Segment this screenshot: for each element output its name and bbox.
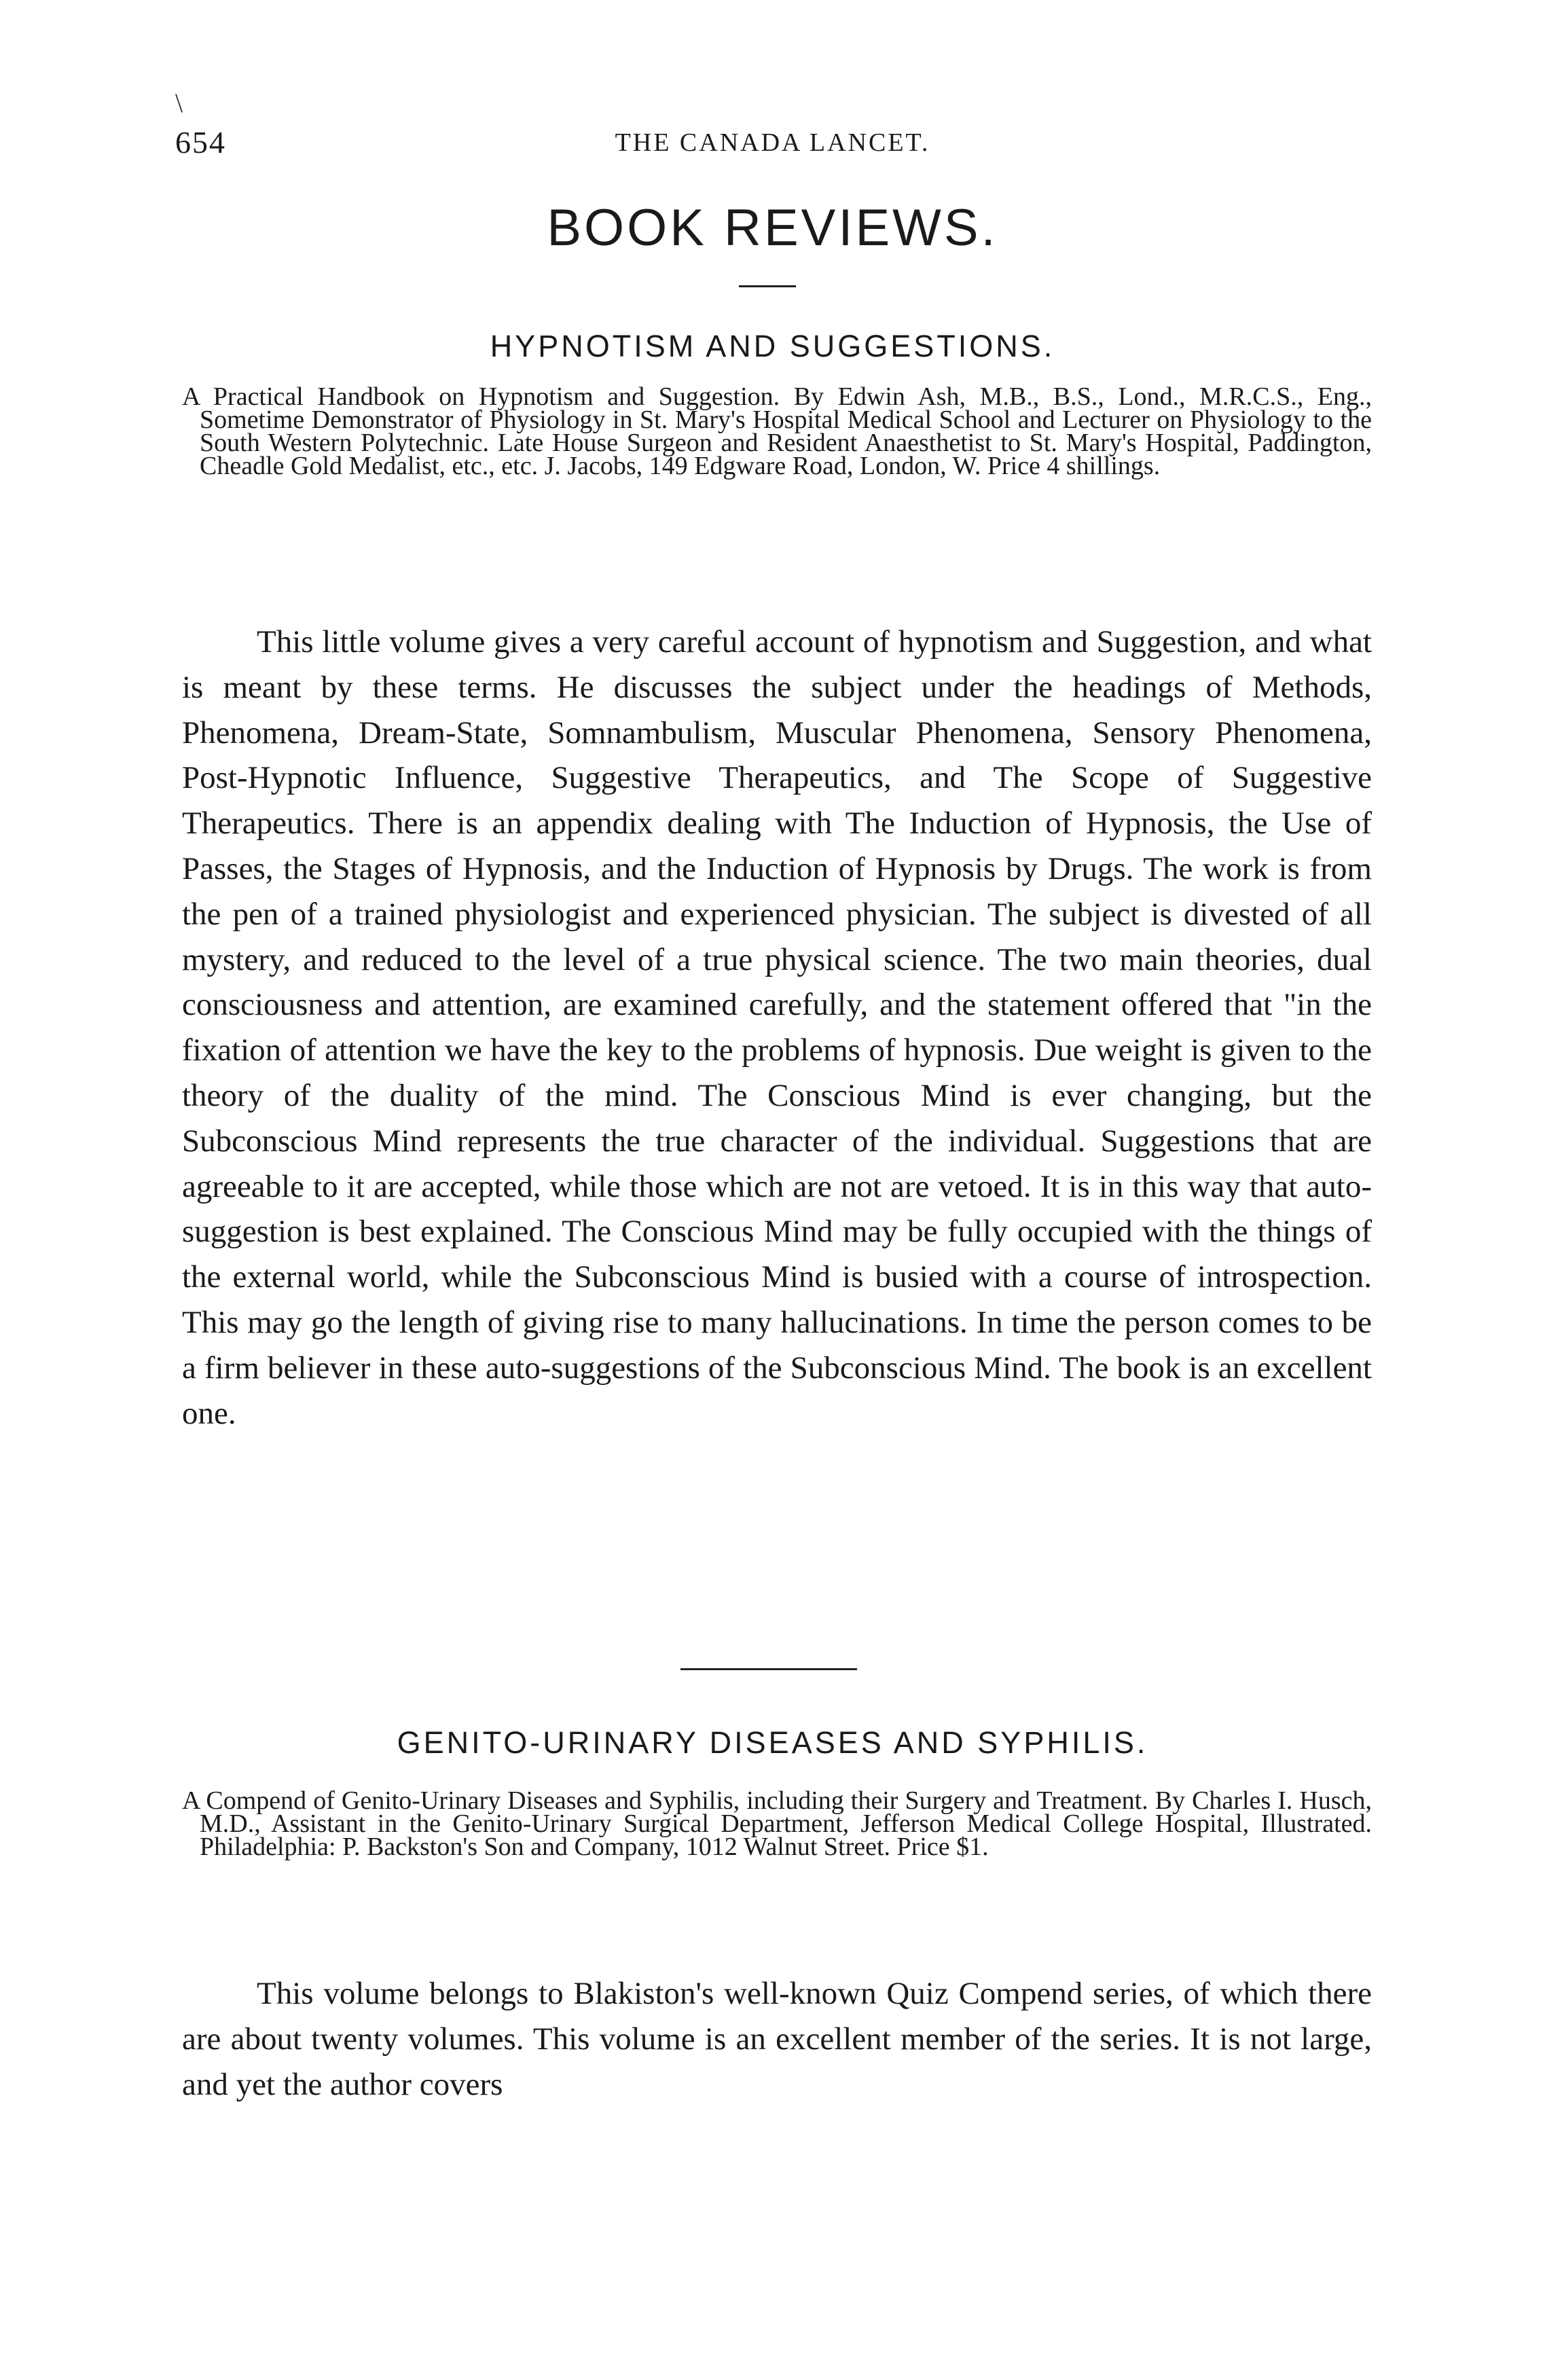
- stray-mark: \: [175, 88, 183, 118]
- review-divider: [680, 1668, 857, 1670]
- citation-genito-urinary: A Compend of Genito-Urinary Diseases and Syphilis, including their Surgery and Treatment. By Charles I. Husch, M.D., Assistant in the Genito-Urinary Surgical Department, Jefferson Medical College Hospital, Illustrated. Philadelphia: P. Backston's Son and Company, 1012 Walnut Street. Price $1.: [182, 1786, 1372, 1861]
- review-body-genito-urinary: This volume belongs to Blakiston's well-known Quiz Compend series, of which there are about twenty volumes. This volume is an excellent member of the series. It is not large, and yet the author covers: [182, 1976, 1372, 2102]
- citation-hypnotism: A Practical Handbook on Hypnotism and Suggestion. By Edwin Ash, M.B., B.S., Lond., M.R.C.S., Eng., Sometime Demonstrator of Physiology in St. Mary's Hospital Medical School and Lecturer on Physiology to the South Western Polytechnic. Late House Surgeon and Resident Anaesthetist to St. Mary's Hospital, Paddington, Cheadle Gold Medalist, etc., etc. J. Jacobs, 149 Edgware Road, London, W. Price 4 shillings.: [182, 382, 1372, 480]
- page-number: 654: [175, 125, 226, 160]
- review-body-hypnotism: This little volume gives a very careful account of hypnotism and Suggestion, and what is meant by these terms. He discusses the subject under the headings of Methods, Phenomena, Dream-State, Somnambulism, Muscular Phenomena, Sensory Phenomena, Post-Hypnotic Influence, Suggestive Therapeutics, and The Scope of Suggestive Therapeutics. There is an appendix dealing with The Induction of Hypnosis, the Use of Passes, the Stages of Hypnosis, and the Induction of Hypnosis by Drugs. The work is from the pen of a trained physiologist and experienced physician. The subject is divested of all mystery, and reduced to the level of a true physical science. The two main theories, dual consciousness and attention, are examined carefully, and the statement offered that "in the fixation of attention we have the key to the problems of hypnosis. Due weight is given to the theory of the duality of the mind. The Conscious Mind is ever changing, but the Subconscious Mind represents the true character of the individual. Suggestions that are agreeable to it are accepted, while those which are not are vetoed. It is in this way that auto-suggestion is best explained. The Conscious Mind may be fully occupied with the things of the external world, while the Subconscious Mind is busied with a course of introspection. This may go the length of giving rise to many hallucinations. In time the person comes to be a firm believer in these auto-suggestions of the Subconscious Mind. The book is an excellent one.: [182, 624, 1372, 1431]
- section-title: BOOK REVIEWS.: [547, 199, 998, 257]
- running-head: THE CANADA LANCET.: [615, 128, 930, 157]
- review-title-genito-urinary: GENITO-URINARY DISEASES AND SYPHILIS.: [397, 1725, 1148, 1760]
- review-title-hypnotism: HYPNOTISM AND SUGGESTIONS.: [490, 329, 1055, 363]
- title-rule: [739, 285, 796, 287]
